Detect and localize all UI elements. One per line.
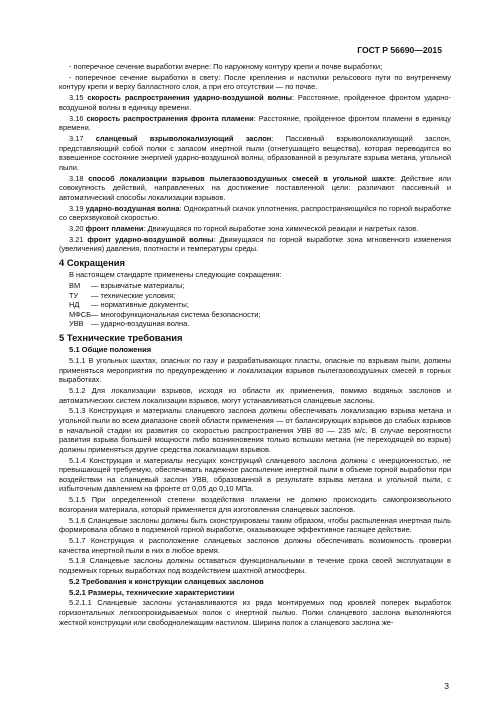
abbreviation-row (69, 291, 451, 301)
abbreviation-row (69, 319, 451, 329)
term-definition (59, 134, 451, 172)
term-text: : Однократный скачок уплотнения, распространяющийся по горной выработке со сверхзвуковой скоростью. (59, 203, 451, 223)
term-number: 3.16 (69, 113, 84, 123)
term-text: : Движущаяся по горной выработке зона химической реакции и нагретых газов. (143, 224, 419, 234)
abbreviation-list (69, 281, 451, 329)
paragraph: 5.1.2 Для локализации взрывов, исходя из области их применения, помимо водяных заслонов и автоматических систем локализации взрывов, могут устанавливаться сланцевые заслоны. (59, 385, 451, 405)
term-name: скорость распространения ударно-воздушной волны (87, 93, 292, 103)
document-body (59, 62, 451, 628)
paragraph: 5.1.8 Сланцевые заслоны должны оставаться функциональными в течение срока своей эксплуатации в подземных горных выработках под воздействием шахтной атмосферы. (59, 556, 451, 576)
term-text: : Расстояние, пройденное фронтом пламени в единицу времени. (59, 113, 451, 133)
abbreviation-definition: — многофункциональная система безопасности; (91, 309, 261, 319)
abbreviation-term: ТУ (69, 290, 79, 300)
abbreviation-term: УВВ (69, 319, 84, 329)
paragraph: 5.1.4 Конструкция и материалы несущих конструкций сланцевого заслона должны с инерционностью, не превышающей требуемую, обеспечивать надежное распыление инертной пыли в объеме горной выработки при воздействии на сланцевый заслон УВВ, образованной в результате взрыва метана и угольной пыли, с избыточным давлением на фронте от 0,05 до 0,10 МПа. (59, 455, 451, 494)
term-number: 3.21 (69, 234, 84, 244)
term-definition (59, 114, 451, 133)
abbreviation-definition: — технические условия; (91, 290, 176, 300)
section-heading: 4 Сокращения (59, 257, 125, 269)
term-number: 3.17 (69, 134, 84, 144)
term-definition (59, 174, 451, 203)
term-text: : Расстояние, пройденное фронтом ударно-воздушной волны в единицу времени. (59, 93, 451, 112)
subsection-heading: 5.1 Общие положения (69, 345, 152, 355)
paragraph: - поперечное сечение выработки вчерне: По наружному контуру крепи и почве выработки; (69, 62, 383, 71)
term-number: 3.18 (69, 173, 84, 183)
page-number: 3 (444, 681, 449, 691)
term-definition (59, 93, 451, 112)
term-name: способ локализации взрывов пылегазовоздушных смесей в угольной шахте (88, 173, 395, 183)
paragraph: 5.1.1 В угольных шахтах, опасных по газу и разрабатывающих пласты, опасные по взрывам пыли, должны применяться мероприятия по предупреждению и локализации взрывов пылегазовоздушных смесей в горных выработках. (59, 355, 451, 385)
paragraph: 5.2.1.1 Сланцевые заслоны устанавливаются из ряда монтируемых под кровлей поперек выработок горизонтальных легкоопрокидываемых полок с инертной пылью. Полки сланцевого заслона выполняются жесткой конструкции или свободнолежащим настилом. Ширина полок а сланцевого заслона же- (59, 598, 451, 627)
abbreviation-term: НД (69, 300, 80, 310)
term-definition (59, 235, 451, 254)
term-definition (59, 204, 451, 223)
term-name: фронт ударно-воздушной волны (87, 234, 214, 244)
paragraph: В настоящем стандарте применены следующие сокращения: (69, 270, 282, 280)
abbreviation-row (69, 281, 451, 291)
term-number: 3.20 (69, 224, 84, 234)
term-definition (59, 224, 451, 234)
paragraph: 5.1.5 При определенной степени воздействия пламени не должно происходить самопроизвольного возгорания материала, который применяется для изготовления сланцевых заслонов. (59, 495, 451, 514)
term-text: : Движущаяся по горной выработке зона мгновенного изменения (увеличения) давления, плотности и температуры среды. (59, 234, 451, 254)
abbreviation-term: МФСБ (69, 309, 92, 319)
standard-header: ГОСТ Р 56690—2015 (357, 45, 442, 55)
paragraph: 5.1.7 Конструкция и расположение сланцевых заслонов должны обеспечивать возможность проверки качества инертной пыли в них в любое время. (59, 536, 451, 555)
abbreviation-definition: — ударно-воздушная волна. (91, 319, 190, 329)
abbreviation-term: ВМ (69, 281, 81, 290)
term-name: ударно-воздушная волна (85, 203, 180, 213)
term-number: 3.19 (69, 203, 84, 213)
paragraph: - поперечное сечение выработки в свету: После крепления и настилки рельсового пути по внутреннему контуру крепи и верху балластного слоя, а при его отсутствии — по почве. (59, 72, 451, 92)
subsection-heading: 5.2.1 Размеры, технические характеристики (69, 587, 235, 597)
subsection-heading: 5.2 Требования к конструкции сланцевых заслонов (69, 576, 264, 586)
term-text: : Пассивный взрыволокализующий заслон, представляющий собой полки с запасом инертной пыли (огнетушащего вещества), которая переводится во взвешенное состояние энергией ударно-воздушной волны, образованной в результате взрыва метана, угольной пыли. (59, 134, 451, 172)
term-number: 3.15 (69, 93, 84, 103)
abbreviation-row (69, 300, 451, 310)
abbreviation-definition: — взрывчатые материалы; (91, 281, 185, 290)
paragraph: 5.1.3 Конструкция и материалы сланцевого заслона должны обеспечивать локализацию взрыва метана и угольной пыли во всем диапазоне своей области применения — от балансирующих взрывов до слабых взрывов в начальной стадии их развития со скоростью распространения УВВ 80 — 235 м/с. В случае вероятности развития взрыва большей мощности либо возникновения только вспышки метана (не переходящей во взрыв) должны применяться другие средства локализации взрывов. (59, 406, 451, 454)
abbreviation-definition: — нормативные документы; (91, 300, 189, 310)
term-name: сланцевый взрыволокализующий заслон (95, 134, 272, 144)
term-name: фронт пламени (85, 224, 144, 234)
section-heading: 5 Технические требования (59, 332, 183, 344)
paragraph: 5.1.6 Сланцевые заслоны должны быть сконструированы таким образом, чтобы распыленная инертная пыль формировала облако в подземной горной выработке, оказывающее эффективное гасящее действие. (59, 515, 451, 535)
term-name: скорость распространения фронта пламени (86, 113, 254, 123)
term-text: : Действие или совокупность действий, направленных на достижение поставленной цели: различают пассивный и автоматический способы локализации взрывов. (59, 173, 451, 202)
abbreviation-row (69, 310, 451, 320)
